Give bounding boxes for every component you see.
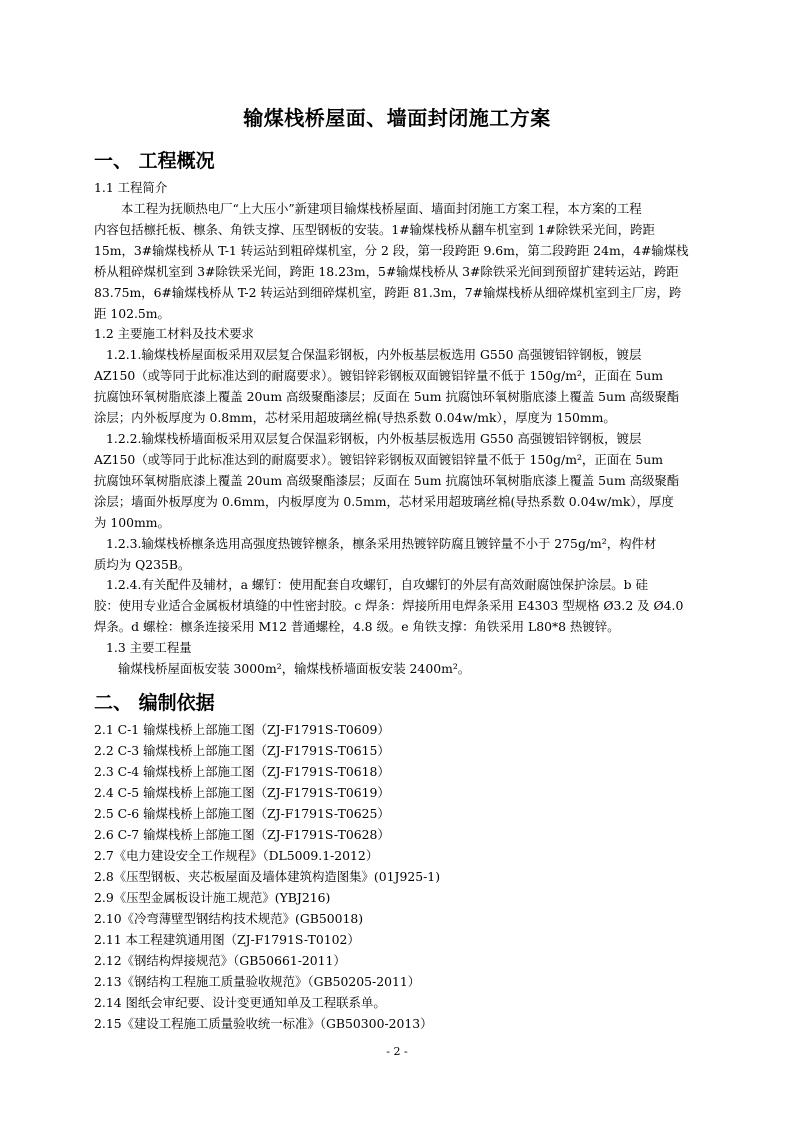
paragraph-line: 涂层；墙面外板厚度为 0.6mm，内板厚度为 0.5mm，芯材采用超玻璃丝棉(导热系数 0.04w/mk），厚度 — [94, 495, 674, 509]
paragraph-line: 1.2.2.输煤栈桥墙面板采用双层复合保温彩钢板，内外板基层板选用 G550 高强镀铝锌钢板，镀层 — [106, 432, 642, 446]
list-item: 2.3 C-4 输煤栈桥上部施工图（ZJ-F1791S-T0618） — [94, 765, 390, 779]
list-item: 2.7《电力建设安全工作规程》（DL5009.1-2012） — [94, 849, 379, 863]
subsection-heading-1-1: 1.1 工程简介 — [94, 181, 168, 195]
paragraph-line: 为 100mm。 — [94, 516, 170, 530]
paragraph-line: 涂层；内外板厚度为 0.8mm，芯材采用超玻璃丝棉(导热系数 0.04w/mk），厚度为 150mm。 — [94, 411, 616, 425]
list-item: 2.15《建设工程施工质量验收统一标准》（GB50300-2013） — [94, 1017, 433, 1031]
paragraph-line: 15m，3#输煤栈桥从 T-1 转运站到粗碎煤机室，分 2 段，第一段跨距 9.6m，第二段跨距 24m，4#输煤栈 — [94, 244, 689, 258]
list-item: 2.2 C-3 输煤栈桥上部施工图（ZJ-F1791S-T0615） — [94, 744, 390, 758]
subsection-heading-1-2: 1.2 主要施工材料及技术要求 — [94, 327, 254, 341]
list-item: 2.4 C-5 输煤栈桥上部施工图（ZJ-F1791S-T0619） — [94, 786, 390, 800]
section-heading-basis: 二、 编制依据 — [94, 692, 215, 714]
paragraph-line: AZ150（或等同于此标准达到的耐腐要求）。镀铝锌彩钢板双面镀铝锌量不低于 150g/m²，正面在 5um — [94, 369, 664, 383]
list-item: 2.13《钢结构工程施工质量验收规范》（GB50205-2011） — [94, 975, 421, 989]
paragraph-line: 桥从粗碎煤机室到 3#除铁采光间，跨距 18.23m，5#输煤栈桥从 3#除铁采光间到预留扩建转运站，跨距 — [94, 265, 679, 279]
list-item: 2.12《钢结构焊接规范》（GB50661-2011） — [94, 954, 346, 968]
list-item: 2.6 C-7 输煤栈桥上部施工图（ZJ-F1791S-T0628） — [94, 828, 390, 842]
paragraph-line: 本工程为抚顺热电厂“上大压小”新建项目输煤栈桥屋面、墙面封闭施工方案工程，本方案的工程 — [121, 202, 642, 216]
subsection-heading-1-3: 1.3 主要工程量 — [106, 641, 192, 655]
paragraph-line: 83.75m，6#输煤栈桥从 T-2 转运站到细碎煤机室，跨距 81.3m，7#输煤栈桥从细碎煤机室到主厂房，跨 — [94, 286, 682, 300]
list-item: 2.9《压型金属板设计施工规范》(YBJ216) — [94, 891, 331, 905]
section-heading-overview: 一、 工程概况 — [94, 150, 215, 172]
paragraph-line: 抗腐蚀环氧树脂底漆上覆盖 20um 高级聚酯漆层；反面在 5um 抗腐蚀环氧树脂底漆上覆盖 5um 高级聚酯 — [94, 474, 680, 488]
paragraph-line: 焊条。d 螺栓：檩条连接采用 M12 普通螺栓，4.8 级。e 角铁支撑：角铁采用 L80*8 热镀锌。 — [94, 620, 620, 634]
list-item: 2.14 图纸会审纪要、设计变更通知单及工程联系单。 — [94, 996, 386, 1010]
list-item: 2.8《压型钢板、夹芯板屋面及墙体建筑构造图集》(01J925-1) — [94, 870, 441, 884]
paragraph-line: 抗腐蚀环氧树脂底漆上覆盖 20um 高级聚酯漆层；反面在 5um 抗腐蚀环氧树脂底漆上覆盖 5um 高级聚酯 — [94, 390, 680, 404]
list-item: 2.5 C-6 输煤栈桥上部施工图（ZJ-F1791S-T0625） — [94, 807, 390, 821]
paragraph-line: 距 102.5m。 — [94, 307, 170, 321]
list-item: 2.11 本工程建筑通用图（ZJ-F1791S-T0102） — [94, 933, 360, 947]
document-title: 输煤栈桥屋面、墙面封闭施工方案 — [243, 106, 551, 130]
paragraph-line: 1.2.3.输煤栈桥檩条选用高强度热镀锌檩条，檩条采用热镀锌防腐且镀锌量不小于 275g/m²，构件材 — [106, 537, 657, 551]
page-number: - 2 - — [386, 1045, 408, 1058]
paragraph-line: 输煤栈桥屋面板安装 3000m²，输煤栈桥墙面板安装 2400m²。 — [118, 662, 471, 676]
paragraph-line: 胶：使用专业适合金属板材填缝的中性密封胶。c 焊条：焊接所用电焊条采用 E4303 型规格 Ø3.2 及 Ø4.0 — [94, 599, 684, 613]
paragraph-line: 内容包括檩托板、檩条、角铁支撑、压型钢板的安装。1#输煤栈桥从翻车机室到 1#除铁采光间，跨距 — [94, 223, 655, 237]
paragraph-line: AZ150（或等同于此标准达到的耐腐要求）。镀铝锌彩钢板双面镀铝锌量不低于 150g/m²，正面在 5um — [94, 453, 664, 467]
paragraph-line: 质均为 Q235B。 — [94, 558, 191, 572]
list-item: 2.10《冷弯薄壁型钢结构技术规范》(GB50018) — [94, 912, 364, 926]
paragraph-line: 1.2.4.有关配件及辅材，a 螺钉：使用配套自攻螺钉，自攻螺钉的外层有高效耐腐蚀保护涂层。b 硅 — [106, 578, 648, 592]
list-item: 2.1 C-1 输煤栈桥上部施工图（ZJ-F1791S-T0609） — [94, 723, 390, 737]
paragraph-line: 1.2.1.输煤栈桥屋面板采用双层复合保温彩钢板，内外板基层板选用 G550 高强镀铝锌钢板，镀层 — [106, 348, 642, 362]
